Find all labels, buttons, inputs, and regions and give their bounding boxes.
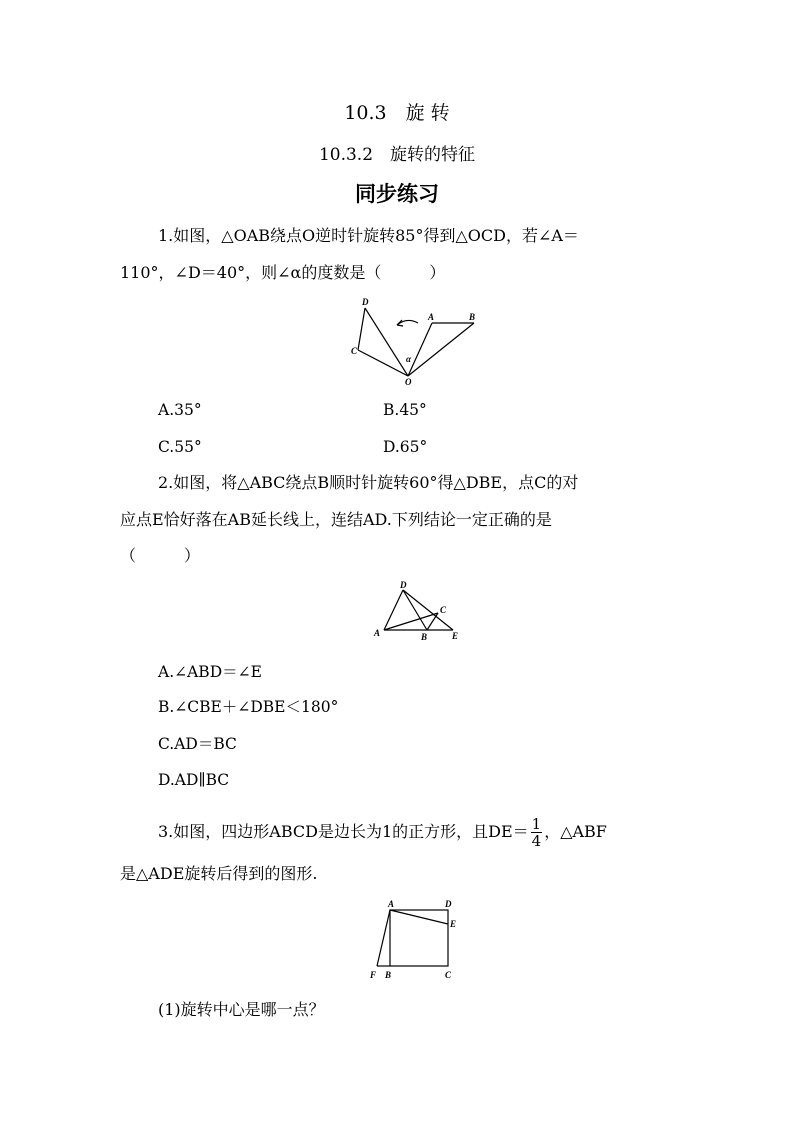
q3-fraction bbox=[531, 816, 543, 849]
q3-figure bbox=[365, 894, 465, 986]
q2-option-a: A.∠ABD＝∠E bbox=[158, 663, 262, 681]
q3-text-before: 3.如图，四边形ABCD是边长为1的正方形，且DE＝ bbox=[158, 822, 529, 841]
q2-segment-db bbox=[403, 590, 427, 630]
q2-segment-ac bbox=[384, 613, 438, 630]
q1-segment-oa bbox=[408, 323, 432, 376]
q1-segment-dc bbox=[358, 308, 365, 350]
q2-option-d: D.AD∥BC bbox=[158, 771, 230, 789]
q2-label-b: B bbox=[421, 632, 428, 642]
q3-text-line2: 是△ADE旋转后得到的图形. bbox=[120, 864, 318, 883]
q1-segment-co bbox=[358, 350, 408, 376]
q3-label-f: F bbox=[370, 970, 377, 980]
q3-label-c: C bbox=[445, 970, 452, 980]
q2-option-c: C.AD＝BC bbox=[158, 735, 237, 753]
q1-option-a: A.35° bbox=[158, 401, 202, 419]
q1-option-c: C.55° bbox=[158, 438, 202, 456]
q3-text-after: ，△ABF bbox=[544, 822, 607, 841]
q1-segment-ob bbox=[408, 323, 474, 376]
q3-segment-af bbox=[377, 910, 390, 966]
q2-label-d: D bbox=[400, 580, 407, 590]
q1-label-o: O bbox=[405, 377, 412, 387]
section-heading: 10.3 旋 转 bbox=[344, 102, 450, 124]
q1-label-a: A bbox=[428, 312, 435, 322]
q3-fraction-den: 4 bbox=[531, 832, 542, 850]
q3-subquestion-1: (1)旋转中心是哪一点？ bbox=[158, 1000, 325, 1019]
q3-label-a: A bbox=[388, 899, 395, 909]
q3-label-d: D bbox=[445, 899, 452, 909]
q1-label-alpha: α bbox=[406, 354, 411, 364]
q3-segment-ae bbox=[390, 910, 448, 924]
q2-label-e: E bbox=[452, 631, 459, 641]
q1-text-line2: 110°，∠D＝40°，则∠α的度数是（ ） bbox=[120, 263, 446, 282]
q2-label-a: A bbox=[374, 628, 381, 638]
q3-text-line1 bbox=[158, 816, 607, 849]
q2-text-line1: 2.如图，将△ABC绕点B顺时针旋转60°得△DBE，点C的对 bbox=[158, 473, 579, 492]
q1-label-c: C bbox=[351, 346, 358, 356]
q1-segment-do bbox=[365, 308, 408, 376]
q2-option-b: B.∠CBE＋∠DBE＜180° bbox=[158, 698, 339, 716]
q1-label-b: B bbox=[469, 312, 476, 322]
q1-option-d: D.65° bbox=[383, 438, 428, 456]
q3-fraction-num: 1 bbox=[531, 815, 542, 833]
page-title: 同步练习 bbox=[355, 181, 439, 206]
q2-text-line3: （ ） bbox=[120, 546, 201, 565]
q2-segment-ad bbox=[384, 590, 403, 630]
q2-label-c: C bbox=[440, 605, 447, 615]
q3-label-b: B bbox=[385, 970, 392, 980]
subsection-heading: 10.3.2 旋转的特征 bbox=[318, 145, 476, 165]
q3-square-abcd bbox=[390, 910, 448, 966]
q3-label-e: E bbox=[450, 919, 457, 929]
q2-figure bbox=[365, 578, 465, 644]
q1-label-d: D bbox=[362, 297, 369, 307]
q2-text-line2: 应点E恰好落在AB延长线上，连结AD.下列结论一定正确的是 bbox=[120, 510, 552, 529]
q1-text-line1: 1.如图，△OAB绕点O逆时针旋转85°得到△OCD，若∠A＝ bbox=[158, 226, 579, 245]
q1-option-b: B.45° bbox=[383, 401, 427, 419]
q1-figure bbox=[340, 292, 490, 392]
